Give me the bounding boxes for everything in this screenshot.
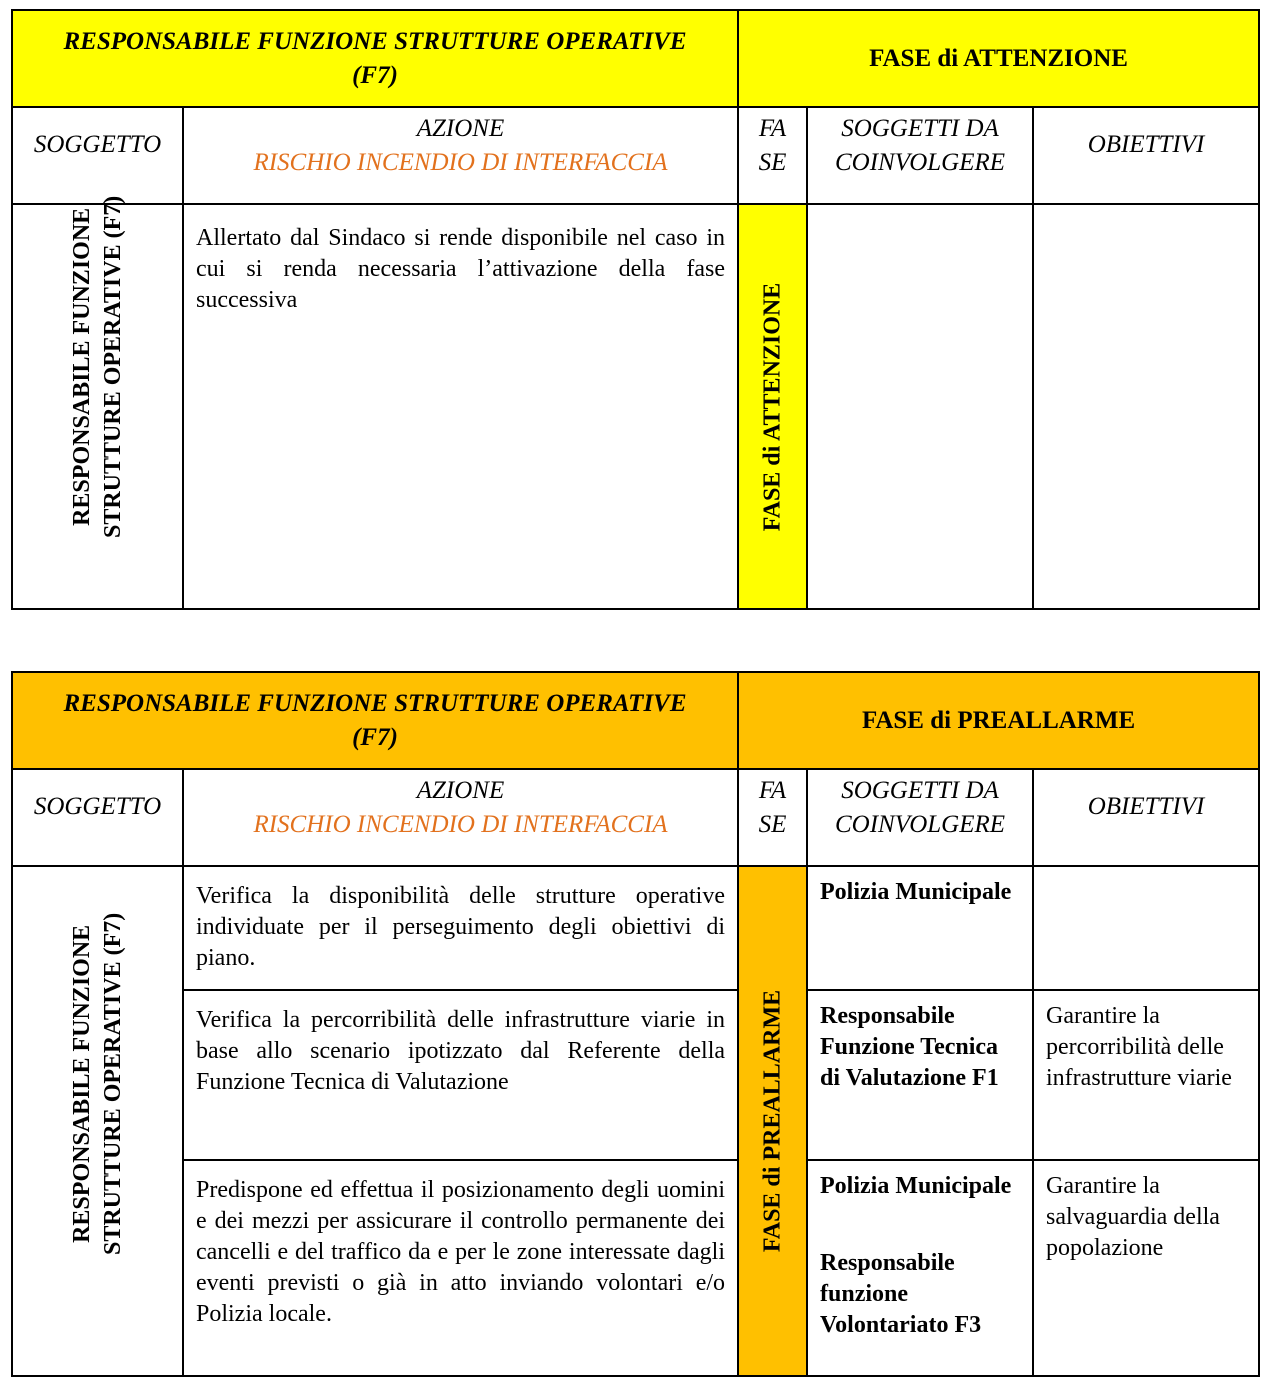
- subjects-cell: [807, 866, 1033, 990]
- soggetti-part-2: COINVOLGERE: [834, 811, 1006, 838]
- fase-part-2: SE: [758, 811, 787, 838]
- prealarm-phase-table: [11, 671, 1260, 1377]
- col-header-obiettivi: OBIETTIVI: [1033, 107, 1259, 204]
- phase-vertical-label: FASE di ATTENZIONE: [759, 282, 786, 531]
- subject-entry: Polizia Municipale: [820, 1173, 1012, 1199]
- phase-title: FASE di ATTENZIONE: [738, 10, 1259, 107]
- title-line-2: (F7): [352, 61, 398, 89]
- attention-phase-table: [11, 9, 1260, 610]
- col-header-fase: [738, 769, 807, 866]
- subjects-cell: [807, 1160, 1033, 1376]
- subject-vertical-label: [67, 196, 129, 538]
- phase-cell: [738, 866, 807, 1376]
- objectives-cell: [1033, 866, 1259, 990]
- col-header-azione: [183, 107, 738, 204]
- col-header-soggetto: SOGGETTO: [12, 769, 183, 866]
- fase-part-1: FA: [758, 115, 787, 142]
- table-title: [12, 672, 738, 769]
- azione-label: AZIONE: [416, 777, 505, 804]
- azione-label: AZIONE: [416, 115, 505, 142]
- soggetti-part-1: SOGGETTI DA: [841, 777, 999, 804]
- subject-line-2: STRUTTURE OPERATIVE (F7): [99, 195, 126, 538]
- subject-vertical-label: [67, 913, 129, 1255]
- subject-cell: [12, 866, 183, 1376]
- title-line-2: (F7): [352, 723, 398, 751]
- soggetti-part-1: SOGGETTI DA: [841, 115, 999, 142]
- action-cell: Verifica la disponibilità delle strutture operative individuate per il perseguimento degli obiettivi di piano.: [183, 866, 738, 990]
- subject-entry: Responsabile funzione Volontariato F3: [820, 1250, 982, 1338]
- col-header-fase: [738, 107, 807, 204]
- table-row: [12, 866, 1259, 990]
- subjects-cell: [807, 204, 1033, 609]
- phase-cell: [738, 204, 807, 609]
- col-header-obiettivi: OBIETTIVI: [1033, 769, 1259, 866]
- rischio-label: RISCHIO INCENDIO DI INTERFACCIA: [253, 149, 668, 176]
- subjects-cell: [807, 990, 1033, 1160]
- subject-entry: Responsabile Funzione Tecnica di Valutazione F1: [820, 1003, 999, 1091]
- subject-line-1: RESPONSABILE FUNZIONE: [68, 924, 95, 1243]
- table-row: [12, 990, 1259, 1160]
- col-header-soggetto: SOGGETTO: [12, 107, 183, 204]
- phase-title: FASE di PREALLARME: [738, 672, 1259, 769]
- phase-vertical-label: FASE di PREALLARME: [759, 989, 786, 1253]
- col-header-azione: [183, 769, 738, 866]
- title-line-1: RESPONSABILE FUNZIONE STRUTTURE OPERATIVE: [63, 689, 687, 717]
- fase-part-2: SE: [758, 149, 787, 176]
- rischio-label: RISCHIO INCENDIO DI INTERFACCIA: [253, 811, 668, 838]
- subject-cell: [12, 195, 183, 609]
- action-cell: Predispone ed effettua il posizionamento degli uomini e dei mezzi per assicurare il controllo permanente dei cancelli e del traffico da e per le zone interessate dagli eventi previsti o già in atto inviando volontari e/o Polizia locale.: [183, 1160, 738, 1376]
- objectives-cell: Garantire la percorribilità delle infrastrutture viarie: [1033, 990, 1259, 1160]
- subject-line-2: STRUTTURE OPERATIVE (F7): [99, 912, 126, 1255]
- soggetti-part-2: COINVOLGERE: [834, 149, 1006, 176]
- action-cell: Verifica la percorribilità delle infrastrutture viarie in base allo scenario ipotizzato dal Referente della Funzione Tecnica di Valutazione: [183, 990, 738, 1160]
- subject-line-1: RESPONSABILE FUNZIONE: [68, 207, 95, 526]
- fase-part-1: FA: [758, 777, 787, 804]
- col-header-soggetti: [807, 107, 1033, 204]
- action-cell: Allertato dal Sindaco si rende disponibile nel caso in cui si renda necessaria l’attivazione della fase successiva: [183, 204, 738, 609]
- title-line-1: RESPONSABILE FUNZIONE STRUTTURE OPERATIVE: [63, 27, 687, 55]
- table-title: [12, 10, 738, 107]
- subject-entry: Polizia Municipale: [820, 879, 1012, 905]
- objectives-cell: [1033, 204, 1259, 609]
- col-header-soggetti: [807, 769, 1033, 866]
- objectives-cell: Garantire la salvaguardia della popolazione: [1033, 1160, 1259, 1376]
- table-row: [12, 1160, 1259, 1376]
